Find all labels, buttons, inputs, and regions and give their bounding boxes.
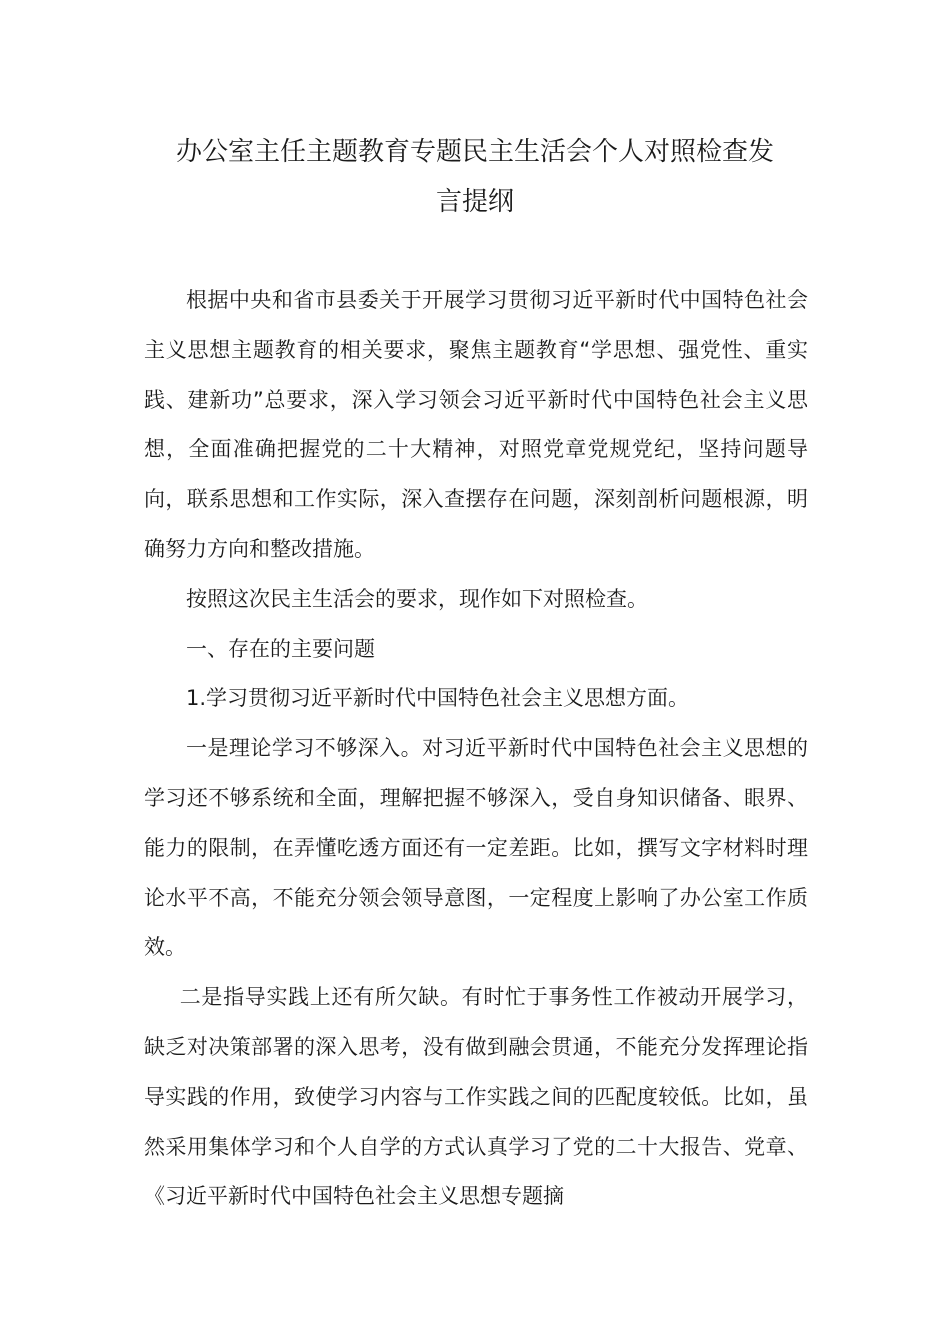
subsection-heading-1: 1.学习贯彻习近平新时代中国特色社会主义思想方面。 (186, 686, 690, 711)
document-title-line-2: 言提纲 (435, 187, 514, 217)
paragraph-statement: 按照这次民主生活会的要求，现作如下对照检查。 (186, 586, 648, 611)
paragraph-point-2: 二是指导实践上还有所欠缺。有时忙于事务性工作被动开展学习，缺乏对决策部署的深入思考，没有做到融会贯通，不能充分发挥理论指导实践的作用，致使学习内容与工作实践之间的匹配度较低。比如，虽然采用集体学习和个人自学的方式认真学习了党的二十大报告、党章、《习近平新时代中国特色社会主义思想专题摘 (144, 985, 808, 1209)
paragraph-point-1: 一是理论学习不够深入。对习近平新时代中国特色社会主义思想的学习还不够系统和全面，理解把握不够深入，受自身知识储备、眼界、能力的限制，在弄懂吃透方面还有一定差距。比如，撰写文字材料时理论水平不高，不能充分领会领导意图，一定程度上影响了办公室工作质效。 (144, 736, 808, 960)
section-heading-main-problems: 一、存在的主要问题 (186, 636, 375, 661)
paragraph-intro: 根据中央和省市县委关于开展学习贯彻习近平新时代中国特色社会主义思想主题教育的相关要求，聚焦主题教育“学思想、强党性、重实践、建新功”总要求，深入学习领会习近平新时代中国特色社会主义思想，全面准确把握党的二十大精神，对照党章党规党纪，坚持问题导向，联系思想和工作实际，深入查摆存在问题，深刻剖析问题根源，明确努力方向和整改措施。 (144, 288, 808, 561)
document-title (140, 127, 810, 227)
document-body (144, 276, 808, 1222)
document-title-line-1: 办公室主任主题教育专题民主生活会个人对照检查发 (175, 137, 774, 167)
